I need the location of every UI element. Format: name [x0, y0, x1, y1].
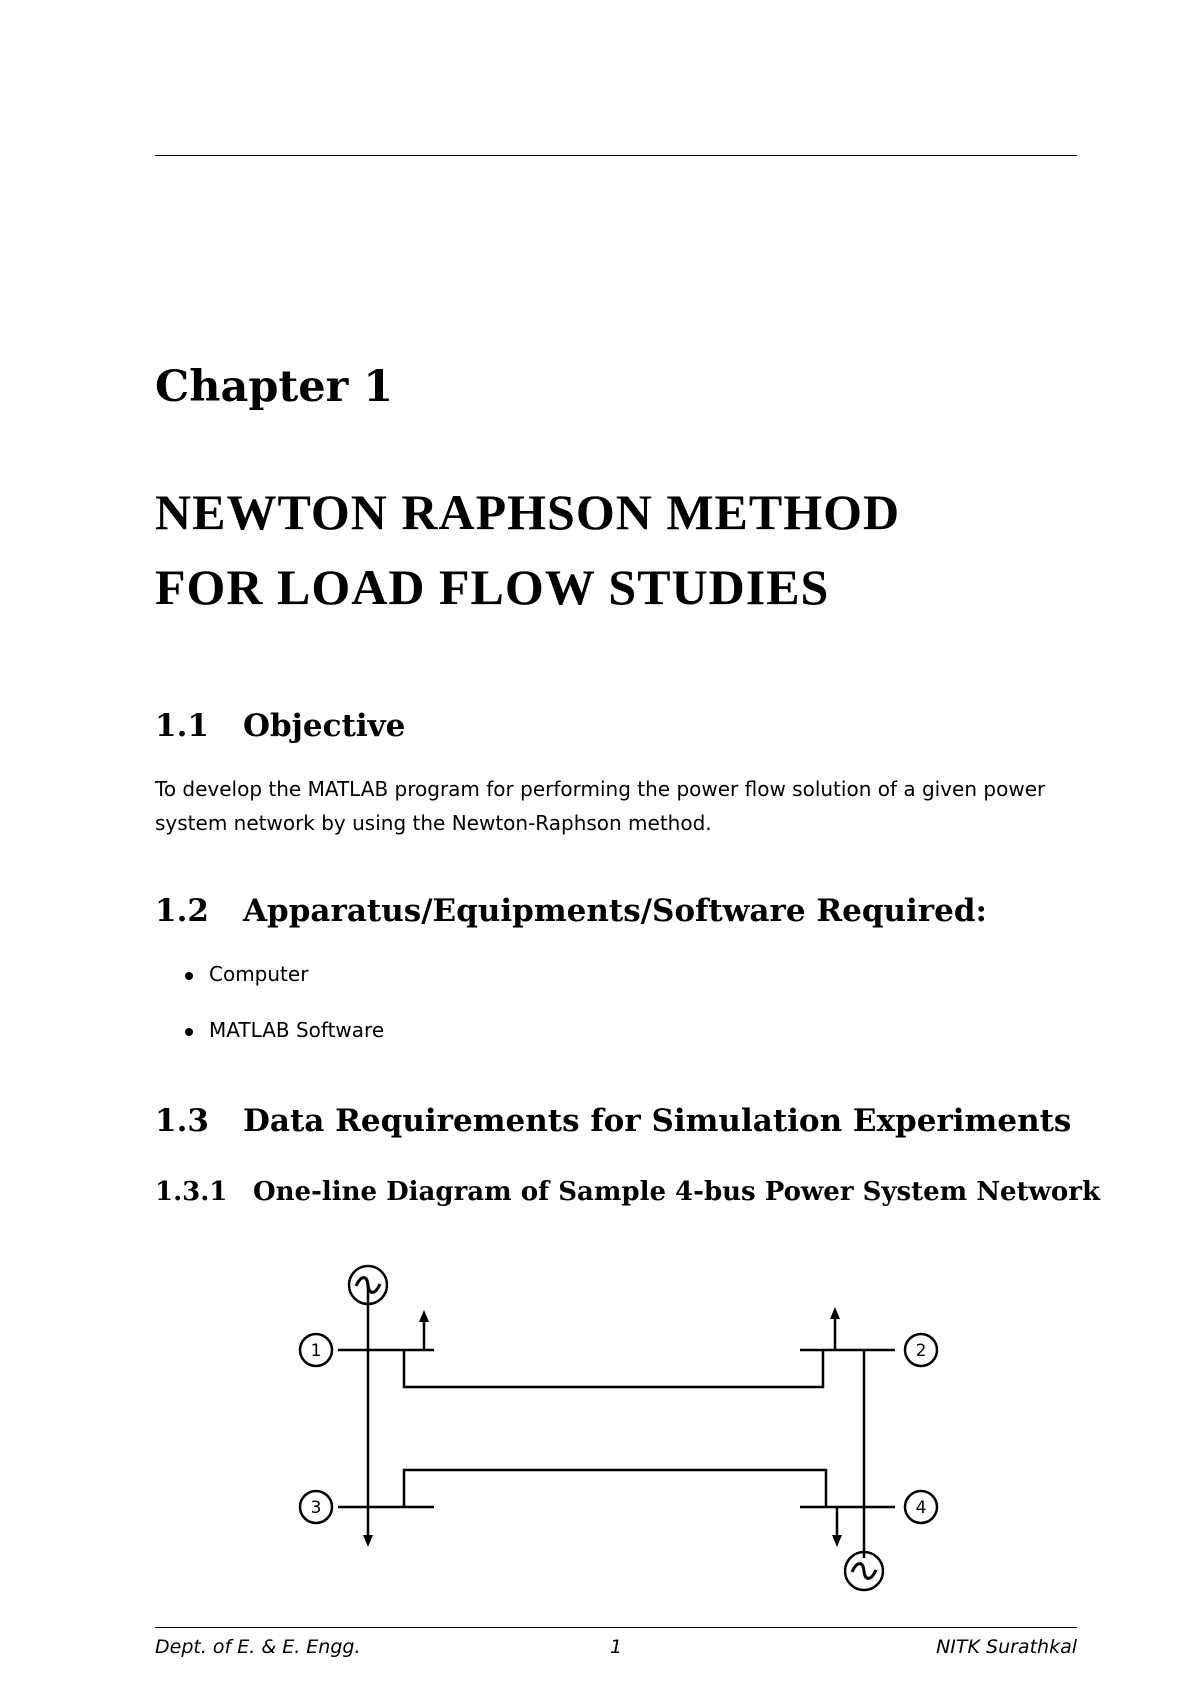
- section-title: Objective: [243, 708, 406, 744]
- chapter-label: Chapter 1: [155, 362, 394, 412]
- bullet-icon: [185, 972, 193, 980]
- section-title: Data Requirements for Simulation Experiments: [243, 1103, 1072, 1139]
- chapter-title-line-1: NEWTON RAPHSON METHOD: [155, 484, 901, 540]
- page-number: 1: [610, 1636, 623, 1658]
- section-heading-apparatus: [155, 893, 987, 929]
- subsection-number: 1.3.1: [155, 1177, 228, 1207]
- section-heading-data-requirements: [155, 1103, 1071, 1139]
- chapter-title: [155, 475, 900, 625]
- section-heading-objective: [155, 708, 405, 744]
- sine-wave-icon: [356, 1278, 380, 1293]
- bus-label-2: 2: [915, 1341, 927, 1361]
- one-line-diagram: [280, 1245, 960, 1625]
- footer-department: Dept. of E. & E. Engg.: [155, 1636, 361, 1658]
- section-number: 1.1: [155, 708, 209, 744]
- list-item: [185, 1018, 384, 1042]
- line-1-2: [404, 1350, 823, 1387]
- header-rule: [155, 155, 1077, 156]
- list-item-label: MATLAB Software: [209, 1018, 385, 1042]
- section-title: Apparatus/Equipments/Software Required:: [243, 893, 987, 929]
- arrowhead-icon: [363, 1535, 373, 1547]
- objective-paragraph: To develop the MATLAB program for performing the power flow solution of a given power system network by using the Newton-Raphson method.: [155, 777, 1046, 835]
- list-item: [185, 962, 308, 986]
- section-number: 1.2: [155, 893, 209, 929]
- bus-label-4: 4: [915, 1498, 927, 1518]
- line-3-4: [404, 1470, 826, 1507]
- arrowhead-icon: [830, 1307, 840, 1319]
- arrowhead-icon: [419, 1310, 429, 1322]
- sine-wave-icon: [852, 1564, 876, 1579]
- footer-rule: [155, 1627, 1077, 1628]
- bus-label-1: 1: [310, 1341, 322, 1361]
- bullet-icon: [185, 1028, 193, 1036]
- subsection-heading-one-line-diagram: [155, 1177, 1100, 1207]
- subsection-title: One-line Diagram of Sample 4-bus Power System Network: [253, 1177, 1100, 1207]
- footer-institution: NITK Surathkal: [936, 1636, 1077, 1658]
- arrowhead-icon: [832, 1535, 842, 1547]
- section-number: 1.3: [155, 1103, 209, 1139]
- chapter-title-line-2: FOR LOAD FLOW STUDIES: [155, 559, 830, 615]
- list-item-label: Computer: [209, 962, 309, 986]
- bus-label-3: 3: [310, 1498, 322, 1518]
